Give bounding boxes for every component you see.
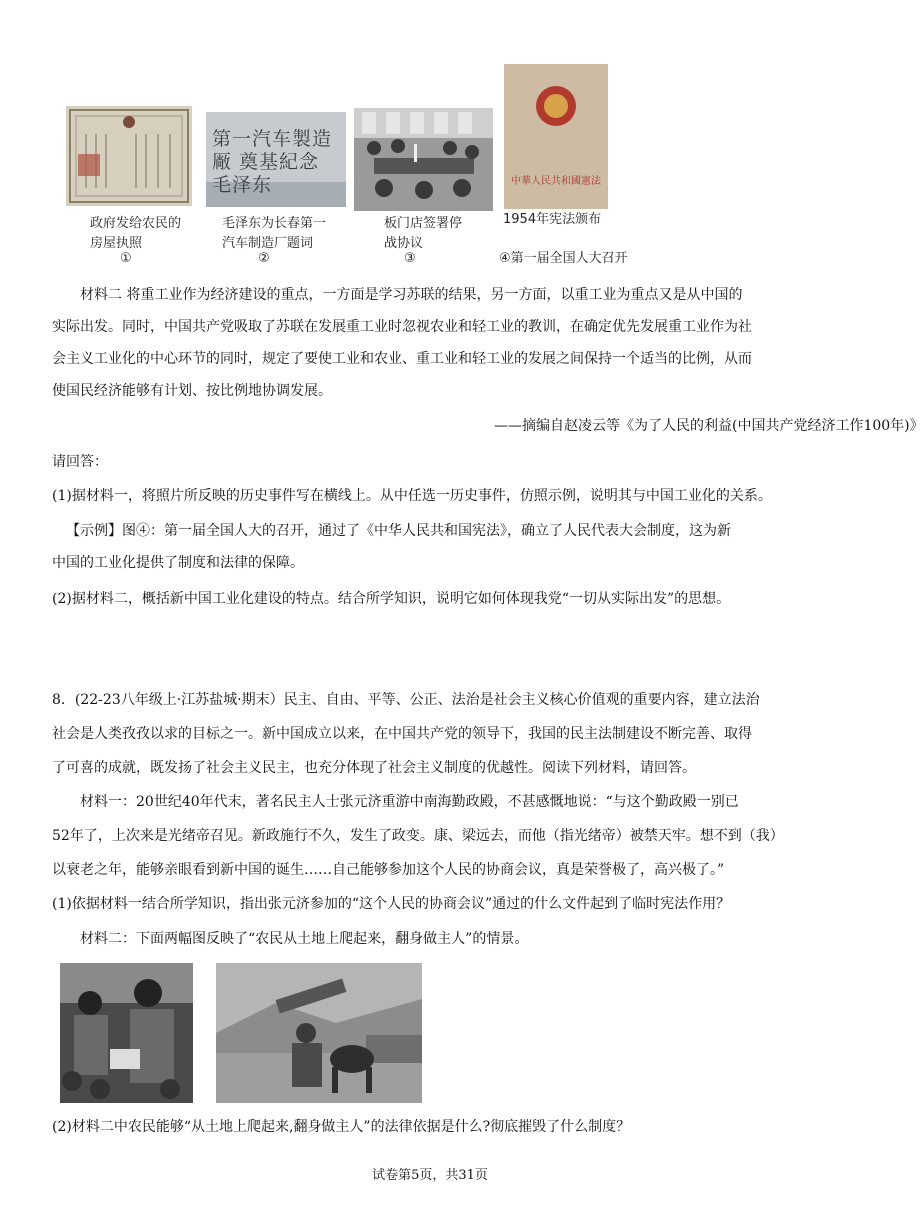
material2-source: ——摘编自赵凌云等《为了人民的利益(中国共产党经济工作100年)》 — [494, 418, 924, 434]
photo-house-license — [66, 106, 192, 206]
q8-sub1: (1)依据材料一结合所学知识，指出张元济参加的“这个人民的协商会议”通过的什么文件起到了临时宪法作用？ — [52, 896, 731, 912]
q8-material1-line-2: 52年了，上次来是光绪帝召见。新政施行不久，发生了政变。康、梁远去，而他（指光绪帝）被禁天牢。想不到（我） — [52, 828, 784, 844]
inscription-text: 第一汽车製造厰 奠基紀念 毛泽东 — [212, 128, 333, 196]
photo-peasants-land-deed — [60, 963, 193, 1103]
caption-2: 毛泽东为长春第一 汽车制造厂题词 — [222, 216, 327, 251]
caption-4-line2: ④第一届全国人大召开 — [499, 251, 628, 266]
material2-line-4: 使国民经济能够有计划、按比例地协调发展。 — [52, 383, 332, 399]
material2-line-2: 实际出发。同时，中国共产党吸取了苏联在发展重工业时忽视农业和轻工业的教训，在确定优先发展重工业作为社 — [52, 319, 752, 335]
q8-material1-line-3: 以衰老之年，能够亲眼看到新中国的诞生……自己能够参加这个人民的协商会议，真是荣誉极了，高兴极了。” — [52, 862, 725, 878]
caption-4: 1954年宪法颁布 — [503, 212, 602, 227]
page-footer: 试卷第5页，共31页 — [372, 1168, 488, 1183]
caption-3-num: ③ — [404, 251, 416, 266]
answer-prompt: 请回答： — [52, 454, 108, 470]
q7-sub1: (1)据材料一，将照片所反映的历史事件写在横线上。从中任选一历史事件，仿照示例，说明其与中国工业化的关系。 — [52, 488, 772, 504]
material2-line-3: 会主义工业化的中心环节的同时，规定了要使工业和农业、重工业和轻工业的发展之间保持一个适当的比例，从而 — [52, 351, 752, 367]
photo-farmer-plowing — [216, 963, 422, 1103]
q8-intro-line-2: 社会是人类孜孜以求的目标之一。新中国成立以来，在中国共产党的领导下，我国的民主法制建设不断完善、取得 — [52, 726, 752, 742]
q8-material1-line-1: 材料一：20世纪40年代末，著名民主人士张元济重游中南海勤政殿，不甚感慨地说：“与这个勤政殿一别已 — [80, 794, 739, 810]
material2-line-1: 材料二 将重工业作为经济建设的重点，一方面是学习苏联的结果，另一方面，以重工业为重点又是从中国的 — [80, 287, 743, 303]
q7-example-line-1: 【示例】图④：第一届全国人大的召开，通过了《中华人民共和国宪法》，确立了人民代表大会制度，这为新 — [66, 523, 731, 539]
caption-1-num: ① — [120, 251, 132, 266]
q8-intro-line-3: 了可喜的成就，既发扬了社会主义民主，也充分体现了社会主义制度的优越性。阅读下列材料，请回答。 — [52, 760, 696, 776]
q8-intro-line-1: 8．(22-23八年级上·江苏盐城·期末）民主、自由、平等、公正、法治是社会主义核心价值观的重要内容，建立法治 — [52, 692, 760, 708]
q8-material2: 材料二：下面两幅图反映了“农民从土地上爬起来，翻身做主人”的情景。 — [80, 931, 529, 947]
photo-mao-inscription — [206, 112, 346, 207]
constitution-cover-text: 中華人民共和國憲法 — [511, 176, 601, 187]
q8-sub2: (2)材料二中农民能够“从土地上爬起来,翻身做主人”的法律依据是什么?彻底摧毁了什么制度？ — [52, 1119, 631, 1135]
caption-3: 板门店签署停 战协议 — [384, 216, 463, 251]
q7-example-line-2: 中国的工业化提供了制度和法律的保障。 — [52, 555, 304, 571]
q7-sub2: (2)据材料二，概括新中国工业化建设的特点。结合所学知识，说明它如何体现我党“一切从实际出发”的思想。 — [52, 591, 731, 607]
photo-panmunjom-signing — [354, 108, 493, 211]
photo-1954-constitution — [504, 64, 608, 209]
caption-2-num: ② — [258, 251, 270, 266]
caption-1: 政府发给农民的 房屋执照 — [90, 216, 182, 251]
